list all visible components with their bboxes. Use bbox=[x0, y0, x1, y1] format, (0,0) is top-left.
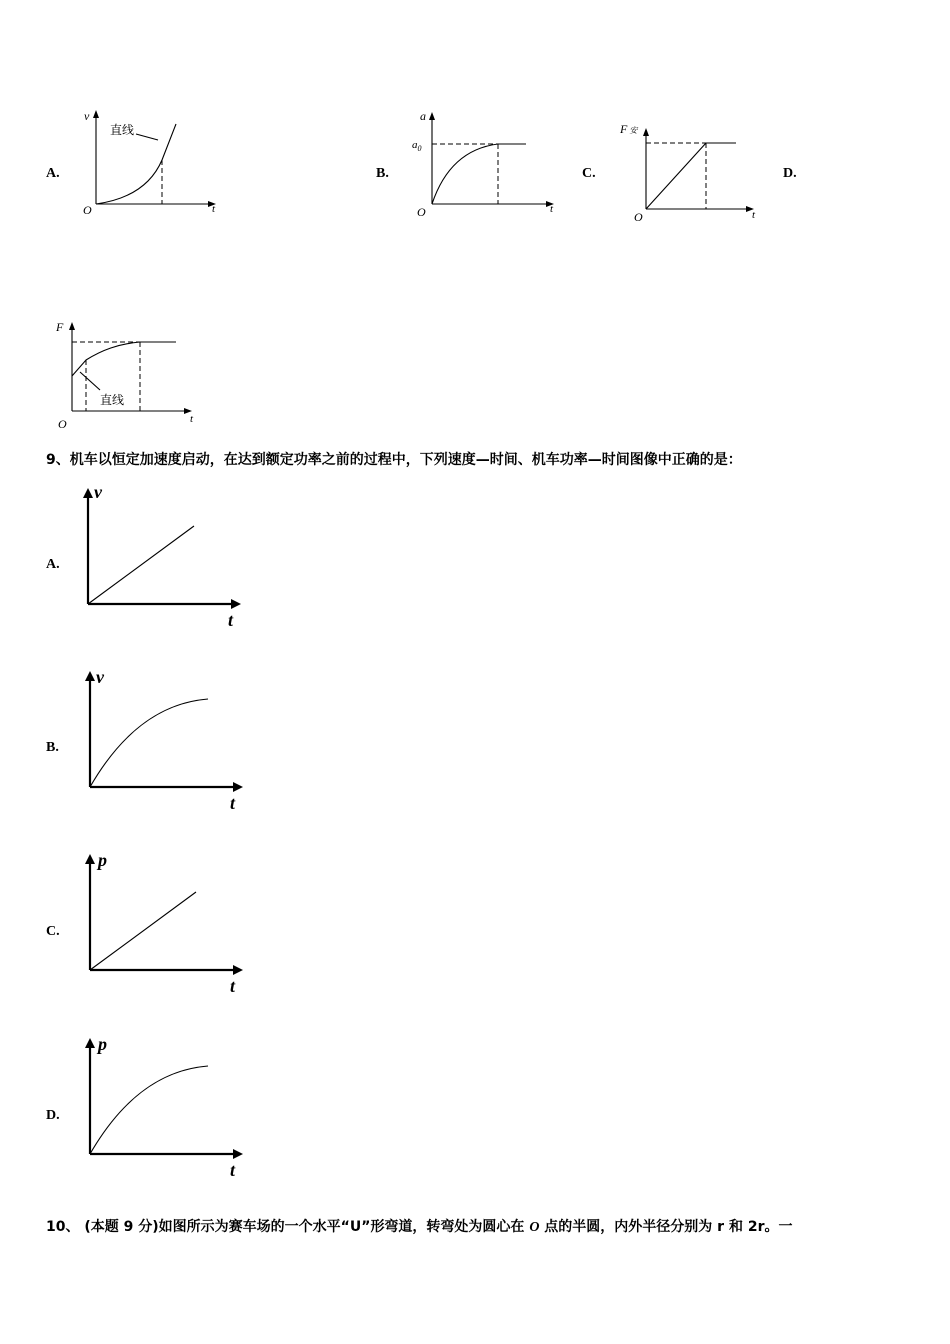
x-axis-label: t bbox=[550, 203, 554, 215]
y-axis-arrow-icon bbox=[85, 671, 95, 681]
q9-option-a-label: A. bbox=[46, 557, 60, 572]
q8-graph-d bbox=[44, 316, 214, 436]
origin-label: O bbox=[634, 210, 643, 224]
x-axis-label: t bbox=[230, 1160, 236, 1180]
y-axis-arrow-icon bbox=[93, 110, 99, 118]
q8-option-c-label: C. bbox=[582, 166, 596, 181]
note-leader bbox=[80, 372, 100, 390]
force-curve bbox=[72, 342, 176, 376]
velocity-line bbox=[88, 526, 194, 604]
y-axis-arrow-icon bbox=[69, 322, 75, 330]
q10-middle: 形弯道，转弯处为圆心在 bbox=[370, 1219, 530, 1235]
y-axis-label: v bbox=[94, 482, 102, 502]
y-axis-label: a bbox=[420, 109, 426, 123]
x-axis-arrow-icon bbox=[233, 782, 243, 792]
q10-suffix: 点的半圆，内外半径分别为 r 和 2r。一 bbox=[539, 1219, 793, 1235]
q9-graph-d bbox=[76, 1032, 256, 1182]
power-curve bbox=[90, 1066, 208, 1154]
x-axis-arrow-icon bbox=[233, 965, 243, 975]
q10-prefix: 10、 (本题 9 分)如图所示为赛车场的一个水平 bbox=[46, 1219, 341, 1235]
q9-graph-c bbox=[76, 848, 256, 998]
y-axis-label: v bbox=[96, 667, 104, 687]
q10-question-text bbox=[46, 1216, 792, 1236]
x-axis-arrow-icon bbox=[231, 599, 241, 609]
velocity-curve bbox=[96, 124, 176, 204]
power-line bbox=[90, 892, 196, 970]
q8-option-a-label: A. bbox=[46, 166, 60, 181]
q8-option-d-label: D. bbox=[783, 166, 797, 181]
x-axis-label: t bbox=[228, 610, 234, 630]
x-axis-label: t bbox=[230, 976, 236, 996]
note-leader bbox=[136, 134, 158, 140]
y-axis-label: F bbox=[56, 320, 64, 334]
note-label: 直线 bbox=[110, 123, 135, 137]
q9-option-b-label: B. bbox=[46, 740, 59, 755]
origin-label: O bbox=[83, 203, 92, 217]
velocity-curve bbox=[90, 699, 208, 787]
note-label: 直线 bbox=[100, 393, 125, 407]
x-axis-label: t bbox=[212, 203, 216, 215]
force-line bbox=[646, 143, 706, 209]
y-axis-label: F安 bbox=[620, 122, 638, 136]
q8-graph-c bbox=[616, 116, 766, 226]
y-axis-label: p bbox=[98, 850, 107, 870]
x-axis-label: t bbox=[190, 413, 194, 425]
q9-option-d-label: D. bbox=[46, 1108, 60, 1123]
q9-graph-b bbox=[76, 665, 256, 815]
y-axis-arrow-icon bbox=[643, 128, 649, 136]
y-axis-arrow-icon bbox=[85, 854, 95, 864]
q9-option-c-label: C. bbox=[46, 924, 60, 939]
y-axis-arrow-icon bbox=[83, 488, 93, 498]
y-axis-arrow-icon bbox=[429, 112, 435, 120]
x-axis-arrow-icon bbox=[233, 1149, 243, 1159]
q10-quoted: “U” bbox=[340, 1219, 371, 1235]
q8-graph-b bbox=[408, 104, 568, 224]
q10-o-point: O bbox=[529, 1220, 540, 1235]
a0-label: $a_0$ bbox=[412, 139, 422, 153]
q9-question-text: 9、机车以恒定加速度启动，在达到额定功率之前的过程中，下列速度—时间、机车功率—时间图像中正确的是： bbox=[46, 452, 742, 468]
y-axis-label: v bbox=[84, 109, 90, 123]
y-axis-arrow-icon bbox=[85, 1038, 95, 1048]
q8-option-b-label: B. bbox=[376, 166, 389, 181]
x-axis-label: t bbox=[752, 209, 756, 221]
x-axis-label: t bbox=[230, 793, 236, 813]
origin-label: O bbox=[417, 205, 426, 219]
q8-graph-a bbox=[70, 104, 230, 224]
origin-label: O bbox=[58, 417, 67, 431]
q9-graph-a bbox=[74, 482, 254, 632]
y-axis-label: p bbox=[98, 1034, 107, 1054]
acceleration-curve bbox=[432, 144, 526, 204]
